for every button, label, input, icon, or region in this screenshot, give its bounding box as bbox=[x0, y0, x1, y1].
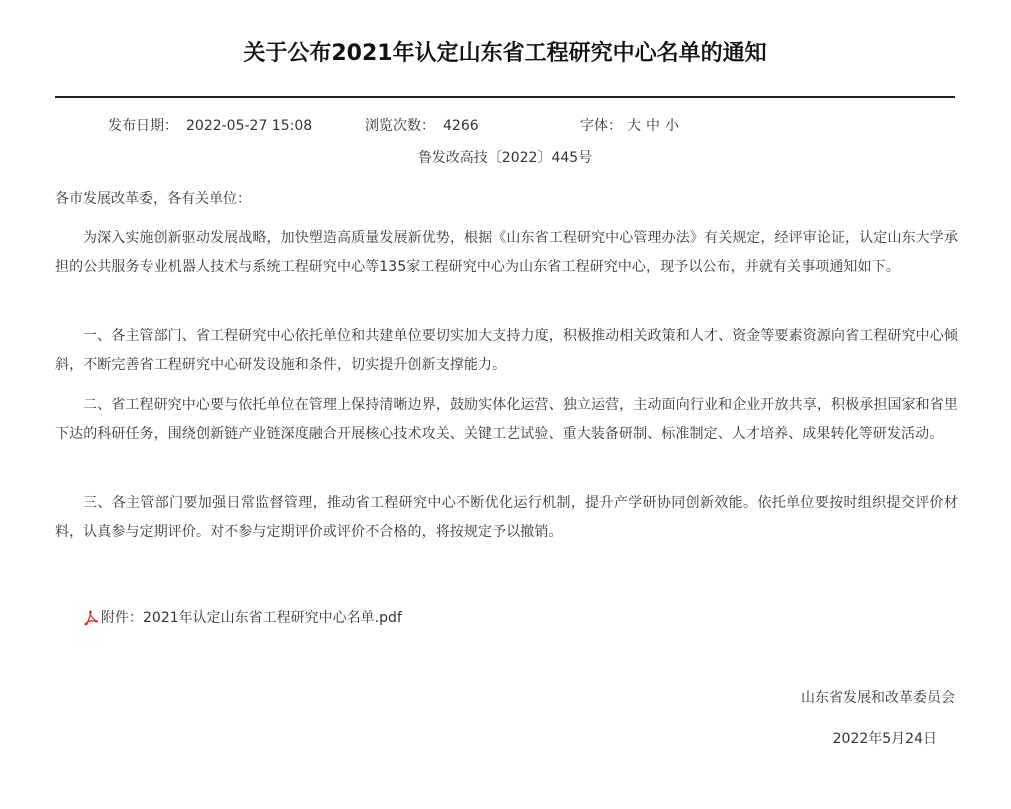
view-count-value: 4266 bbox=[443, 118, 479, 134]
salutation: 各市发展改革委，各有关单位： bbox=[55, 191, 251, 207]
article-title: 关于公布2021年认定山东省工程研究中心名单的通知 bbox=[243, 41, 767, 66]
font-size-label: 字体： bbox=[580, 118, 622, 134]
font-size-switcher bbox=[580, 116, 679, 136]
view-count-label: 浏览次数： bbox=[365, 118, 435, 134]
view-count-meta bbox=[365, 116, 479, 136]
publish-date-label: 发布日期： bbox=[108, 118, 178, 134]
body-paragraph-intro: 为深入实施创新驱动发展战略，加快塑造高质量发展新优势，根据《山东省工程研究中心管理办法》有关规定，经评审论证，认定山东大学承担的公共服务专业机器人技术与系统工程研究中心等135家工程研究中心为山东省工程研究中心，现予以公布，并就有关事项通知如下。 bbox=[55, 230, 958, 275]
signing-date: 2022年5月24日 bbox=[832, 731, 937, 747]
pdf-icon bbox=[84, 610, 98, 626]
publish-date-value: 2022-05-27 15:08 bbox=[186, 118, 313, 134]
signer-organization: 山东省发展和改革委员会 bbox=[801, 690, 955, 706]
body-paragraph-item-1: 一、各主管部门、省工程研究中心依托单位和共建单位要切实加大支持力度，积极推动相关政策和人才、资金等要素资源向省工程研究中心倾斜，不断完善省工程研究中心研发设施和条件，切实提升创新支撑能力。 bbox=[55, 328, 958, 373]
document-number: 鲁发改高技〔2022〕445号 bbox=[417, 150, 593, 166]
attachment-label: 附件：2021年认定山东省工程研究中心名单.pdf bbox=[101, 610, 402, 626]
body-paragraph-item-2: 二、省工程研究中心要与依托单位在管理上保持清晰边界，鼓励实体化运营、独立运营，主动面向行业和企业开放共享，积极承担国家和省里下达的科研任务，围绕创新链产业链深度融合开展核心技术攻关、关键工艺试验、重大装备研制、标准制定、人才培养、成果转化等研发活动。 bbox=[55, 397, 958, 442]
attachment-link[interactable] bbox=[84, 608, 402, 628]
publish-date-meta bbox=[108, 116, 312, 136]
font-size-large-button[interactable]: 大 bbox=[627, 118, 641, 134]
font-size-small-button[interactable]: 小 bbox=[665, 118, 679, 134]
body-paragraph-item-3: 三、各主管部门要加强日常监督管理，推动省工程研究中心不断优化运行机制，提升产学研协同创新效能。依托单位要按时组织提交评价材料，认真参与定期评价。对不参与定期评价或评价不合格的，将按规定予以撤销。 bbox=[55, 495, 958, 540]
title-divider bbox=[55, 96, 955, 98]
font-size-medium-button[interactable]: 中 bbox=[646, 118, 660, 134]
